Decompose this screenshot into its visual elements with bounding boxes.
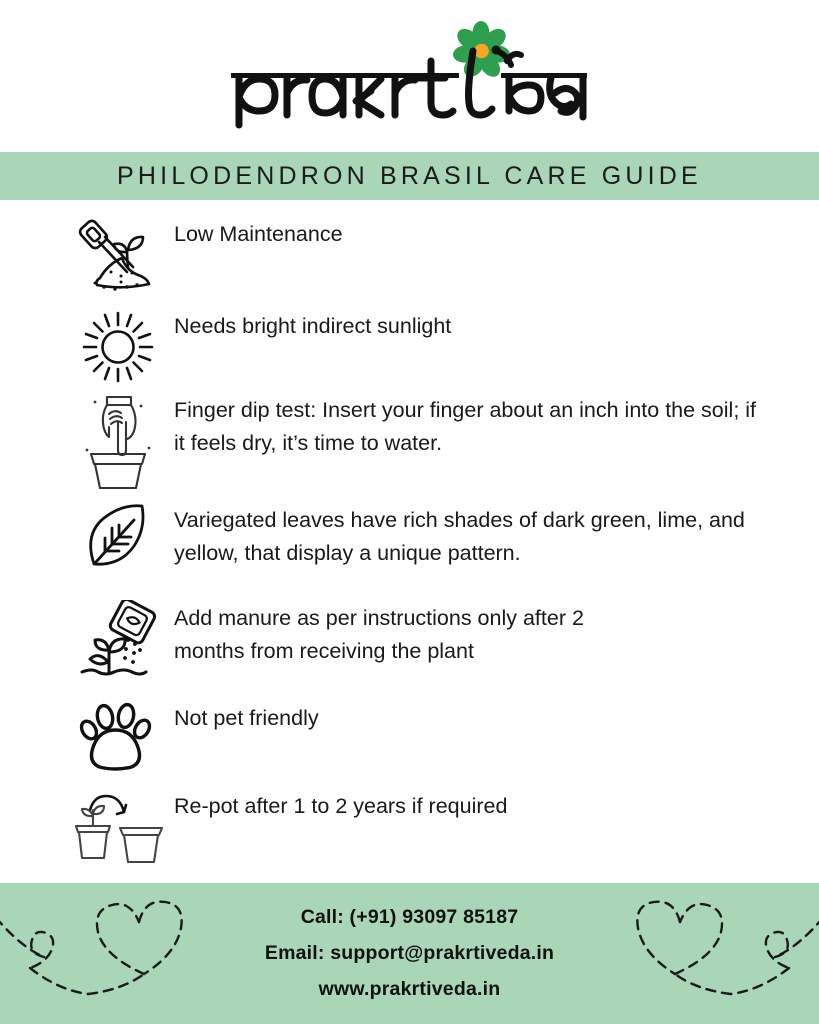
care-item-text-line-2: months from receiving the plant — [174, 639, 474, 663]
leaf-icon — [62, 500, 174, 576]
sun-icon — [62, 306, 174, 386]
care-item-repot — [0, 786, 819, 881]
care-item-low-maintenance — [0, 214, 819, 306]
care-item-text: Re-pot after 1 to 2 years if required — [174, 794, 508, 818]
brand-logo-svg — [225, 21, 595, 131]
care-item-text: Variegated leaves have rich shades of dark green, lime, and yellow, that display a unique pattern. — [174, 508, 745, 565]
care-item-text: Low Maintenance — [174, 222, 343, 246]
repot-two-pots-arrow-icon — [62, 786, 174, 864]
care-item-text-line-1: Add manure as per instructions only after 2 — [174, 606, 584, 630]
contact-details — [0, 883, 819, 1024]
shovel-soil-sprout-icon — [62, 214, 174, 296]
contact-phone[interactable]: Call: (+91) 93097 85187 — [300, 906, 519, 928]
brand-logo — [225, 21, 595, 131]
contact-website[interactable]: www.prakrtiveda.in — [318, 978, 501, 1000]
paw-print-icon — [62, 698, 174, 772]
care-guide-header-banner — [0, 152, 819, 200]
contact-footer — [0, 883, 819, 1024]
fertilizer-bag-sprout-icon — [62, 598, 174, 682]
page-title: PHILODENDRON BRASIL CARE GUIDE — [117, 161, 702, 190]
care-item-finger-dip-test — [0, 390, 819, 500]
contact-email[interactable]: Email: support@prakrtiveda.in — [264, 942, 555, 964]
logo-area — [0, 0, 819, 152]
care-item-manure — [0, 598, 819, 698]
finger-pointing-into-pot-icon — [62, 390, 174, 492]
care-item-pet-safety — [0, 698, 819, 786]
care-item-text: Finger dip test: Insert your finger about an inch into the soil; if it feels dry, it’s time to water. — [174, 398, 757, 455]
care-item-text: Needs bright indirect sunlight — [174, 314, 452, 338]
care-item-text: Not pet friendly — [174, 706, 319, 730]
care-instruction-list — [0, 200, 819, 883]
care-item-sunlight — [0, 306, 819, 390]
care-item-text — [174, 598, 594, 668]
care-item-variegated-leaves — [0, 500, 819, 598]
